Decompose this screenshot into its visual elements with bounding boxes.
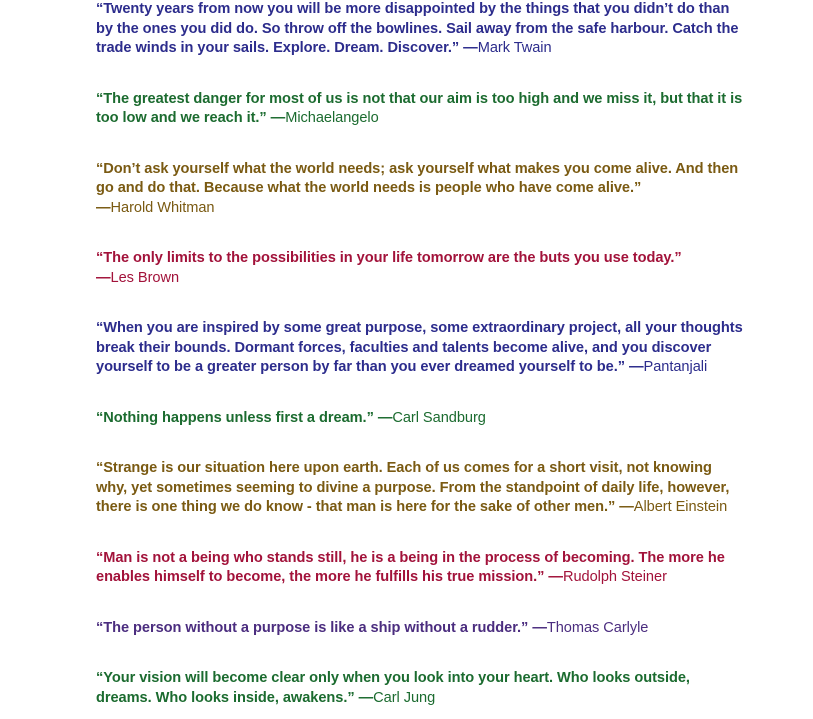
quote-author: Pantanjali — [643, 359, 708, 375]
quote-text: “Twenty years from now you will be more disappointed by the things that you didn’t do than by the ones you did do. So throw off the bowlines. Sail away from the safe harbour. Catch the trade winds in your sails. Explore. Dream. Discover.” — [96, 1, 739, 56]
quote-author: Albert Einstein — [633, 499, 728, 515]
attribution-dash: — — [270, 110, 286, 126]
quote-author: Les Brown — [110, 269, 180, 286]
quote-attribution — [378, 410, 486, 426]
quote-text: “Your vision will become clear only when you look into your heart. Who looks outside, dreams. Who looks inside, awakens.” — [96, 670, 690, 706]
attribution-dash: — — [463, 40, 478, 56]
quote-attribution — [532, 620, 648, 636]
attribution-dash: — — [619, 499, 634, 515]
quote-attribution — [463, 40, 551, 56]
quote-text: “Man is not a being who stands still, he is a being in the process of becoming. The more he enables himself to become, the more he fulfills his true mission.” — [96, 549, 725, 585]
attribution-dash: — — [548, 569, 563, 585]
quote-block — [0, 669, 813, 708]
quote-author: Thomas Carlyle — [546, 619, 649, 636]
quote-text: “Don’t ask yourself what the world needs; ask yourself what makes you come alive. And then go and do that. Because what the world needs is people who have come alive.” — [96, 160, 739, 196]
quote-attribution — [96, 270, 179, 286]
quote-text: “The person without a purpose is like a ship without a rudder.” — [96, 619, 529, 636]
quote-author: Mark Twain — [477, 40, 552, 56]
quote-block — [0, 409, 813, 429]
quote-block — [0, 549, 813, 588]
quote-text: “Strange is our situation here upon earth. Each of us comes for a short visit, not knowing why, yet sometimes seeming to divine a purpose. From the standpoint of daily life, however, there is one thing we do know - that man is here for the sake of other men.” — [96, 460, 730, 515]
quote-block — [0, 90, 813, 129]
attribution-dash: — — [96, 269, 111, 286]
quote-author: Harold Whitman — [110, 199, 215, 216]
quote-block — [0, 619, 813, 639]
quote-attribution — [271, 110, 379, 126]
attribution-dash: — — [358, 689, 374, 706]
quote-attribution — [359, 690, 436, 706]
quote-block — [0, 0, 813, 59]
quote-author: Rudolph Steiner — [562, 569, 667, 585]
quote-author: Carl Jung — [373, 689, 436, 706]
quote-attribution — [96, 200, 214, 216]
attribution-dash: — — [532, 619, 547, 636]
quote-block — [0, 160, 813, 219]
quote-attribution — [629, 359, 707, 375]
attribution-dash: — — [629, 359, 644, 375]
quote-author: Michaelangelo — [285, 110, 379, 126]
quote-attribution — [619, 499, 727, 515]
attribution-dash: — — [377, 409, 393, 426]
quote-attribution — [548, 569, 666, 585]
attribution-dash: — — [96, 199, 111, 216]
quote-block — [0, 459, 813, 518]
quote-text: “Nothing happens unless first a dream.” — [96, 409, 374, 426]
quote-block — [0, 249, 813, 288]
quote-block — [0, 319, 813, 378]
quote-text: “When you are inspired by some great purpose, some extraordinary project, all your thoughts break their bounds. Dormant forces, faculties and talents become alive, and you discover yourself to be a greater person by far than you ever dreamed yourself to be.” — [96, 320, 743, 375]
quote-text: “The only limits to the possibilities in your life tomorrow are the buts you use today.” — [96, 250, 682, 266]
quote-text: “The greatest danger for most of us is not that our aim is too high and we miss it, but that it is too low and we reach it.” — [96, 90, 743, 126]
quote-author: Carl Sandburg — [392, 409, 486, 426]
